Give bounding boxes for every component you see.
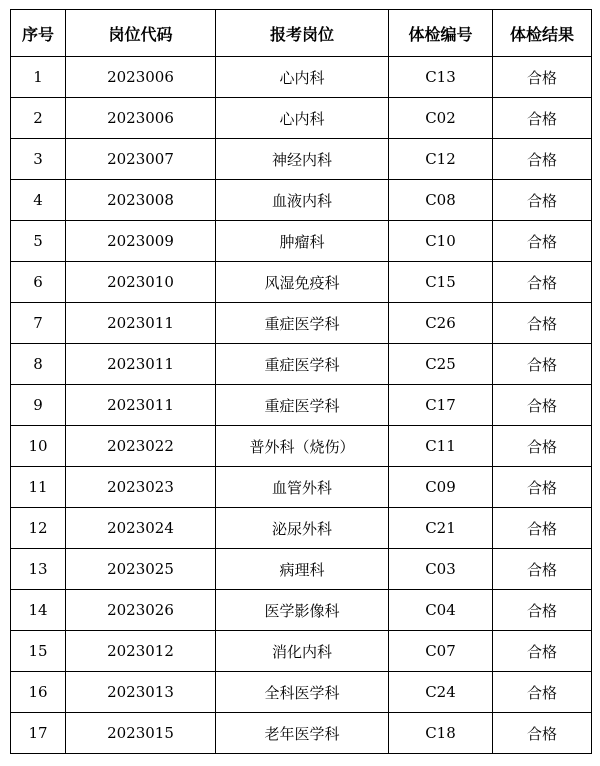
cell-exam-number: C18	[389, 713, 493, 754]
cell-exam-number: C24	[389, 672, 493, 713]
cell-applied-post: 心内科	[216, 98, 389, 139]
cell-exam-number: C25	[389, 344, 493, 385]
cell-exam-result: 合格	[493, 672, 592, 713]
table-row	[11, 344, 592, 385]
cell-applied-post: 重症医学科	[216, 344, 389, 385]
cell-post-code: 2023008	[66, 180, 216, 221]
table-row	[11, 590, 592, 631]
table-row	[11, 262, 592, 303]
header-post-code: 岗位代码	[66, 10, 216, 57]
cell-seq: 8	[11, 344, 66, 385]
cell-exam-result: 合格	[493, 303, 592, 344]
cell-exam-result: 合格	[493, 508, 592, 549]
table-row	[11, 672, 592, 713]
cell-exam-number: C15	[389, 262, 493, 303]
cell-applied-post: 病理科	[216, 549, 389, 590]
table-row	[11, 98, 592, 139]
cell-exam-number: C07	[389, 631, 493, 672]
cell-exam-number: C10	[389, 221, 493, 262]
cell-seq: 17	[11, 713, 66, 754]
header-exam-result: 体检结果	[493, 10, 592, 57]
cell-applied-post: 泌尿外科	[216, 508, 389, 549]
cell-seq: 4	[11, 180, 66, 221]
table-row	[11, 713, 592, 754]
cell-exam-result: 合格	[493, 180, 592, 221]
cell-exam-number: C12	[389, 139, 493, 180]
cell-post-code: 2023026	[66, 590, 216, 631]
cell-seq: 7	[11, 303, 66, 344]
cell-post-code: 2023011	[66, 303, 216, 344]
cell-seq: 2	[11, 98, 66, 139]
cell-exam-number: C04	[389, 590, 493, 631]
cell-post-code: 2023006	[66, 57, 216, 98]
cell-applied-post: 医学影像科	[216, 590, 389, 631]
cell-seq: 13	[11, 549, 66, 590]
cell-seq: 15	[11, 631, 66, 672]
cell-exam-result: 合格	[493, 549, 592, 590]
cell-seq: 11	[11, 467, 66, 508]
header-row	[11, 10, 592, 57]
cell-applied-post: 血管外科	[216, 467, 389, 508]
cell-applied-post: 血液内科	[216, 180, 389, 221]
cell-applied-post: 重症医学科	[216, 385, 389, 426]
table-row	[11, 139, 592, 180]
cell-post-code: 2023007	[66, 139, 216, 180]
cell-exam-result: 合格	[493, 262, 592, 303]
cell-applied-post: 心内科	[216, 57, 389, 98]
cell-post-code: 2023012	[66, 631, 216, 672]
cell-post-code: 2023009	[66, 221, 216, 262]
table-row	[11, 57, 592, 98]
cell-seq: 10	[11, 426, 66, 467]
cell-applied-post: 消化内科	[216, 631, 389, 672]
cell-exam-result: 合格	[493, 57, 592, 98]
header-seq: 序号	[11, 10, 66, 57]
cell-exam-result: 合格	[493, 98, 592, 139]
header-exam-number: 体检编号	[389, 10, 493, 57]
cell-exam-number: C11	[389, 426, 493, 467]
header-applied-post: 报考岗位	[216, 10, 389, 57]
cell-exam-result: 合格	[493, 713, 592, 754]
table-row	[11, 631, 592, 672]
cell-post-code: 2023023	[66, 467, 216, 508]
table-row	[11, 303, 592, 344]
cell-applied-post: 全科医学科	[216, 672, 389, 713]
table-row	[11, 549, 592, 590]
cell-seq: 5	[11, 221, 66, 262]
table-row	[11, 426, 592, 467]
cell-exam-number: C21	[389, 508, 493, 549]
cell-applied-post: 重症医学科	[216, 303, 389, 344]
cell-exam-result: 合格	[493, 221, 592, 262]
cell-seq: 1	[11, 57, 66, 98]
table-row	[11, 467, 592, 508]
cell-seq: 16	[11, 672, 66, 713]
cell-exam-result: 合格	[493, 385, 592, 426]
cell-post-code: 2023011	[66, 385, 216, 426]
cell-applied-post: 神经内科	[216, 139, 389, 180]
cell-exam-result: 合格	[493, 139, 592, 180]
cell-post-code: 2023013	[66, 672, 216, 713]
cell-seq: 12	[11, 508, 66, 549]
table-row	[11, 221, 592, 262]
cell-applied-post: 普外科（烧伤）	[216, 426, 389, 467]
cell-post-code: 2023010	[66, 262, 216, 303]
cell-exam-number: C13	[389, 57, 493, 98]
cell-seq: 3	[11, 139, 66, 180]
cell-applied-post: 老年医学科	[216, 713, 389, 754]
cell-post-code: 2023011	[66, 344, 216, 385]
cell-exam-result: 合格	[493, 590, 592, 631]
cell-applied-post: 风湿免疫科	[216, 262, 389, 303]
table-row	[11, 385, 592, 426]
cell-post-code: 2023022	[66, 426, 216, 467]
cell-exam-number: C17	[389, 385, 493, 426]
cell-exam-number: C09	[389, 467, 493, 508]
cell-post-code: 2023006	[66, 98, 216, 139]
table-header	[11, 10, 592, 57]
cell-exam-result: 合格	[493, 344, 592, 385]
table-row	[11, 180, 592, 221]
cell-applied-post: 肿瘤科	[216, 221, 389, 262]
table-body	[11, 57, 592, 754]
cell-exam-number: C02	[389, 98, 493, 139]
cell-post-code: 2023015	[66, 713, 216, 754]
cell-exam-number: C03	[389, 549, 493, 590]
cell-exam-number: C26	[389, 303, 493, 344]
cell-post-code: 2023025	[66, 549, 216, 590]
cell-seq: 6	[11, 262, 66, 303]
results-table	[10, 9, 592, 754]
cell-exam-result: 合格	[493, 467, 592, 508]
cell-seq: 9	[11, 385, 66, 426]
cell-post-code: 2023024	[66, 508, 216, 549]
cell-exam-result: 合格	[493, 631, 592, 672]
cell-exam-number: C08	[389, 180, 493, 221]
table-row	[11, 508, 592, 549]
cell-seq: 14	[11, 590, 66, 631]
cell-exam-result: 合格	[493, 426, 592, 467]
